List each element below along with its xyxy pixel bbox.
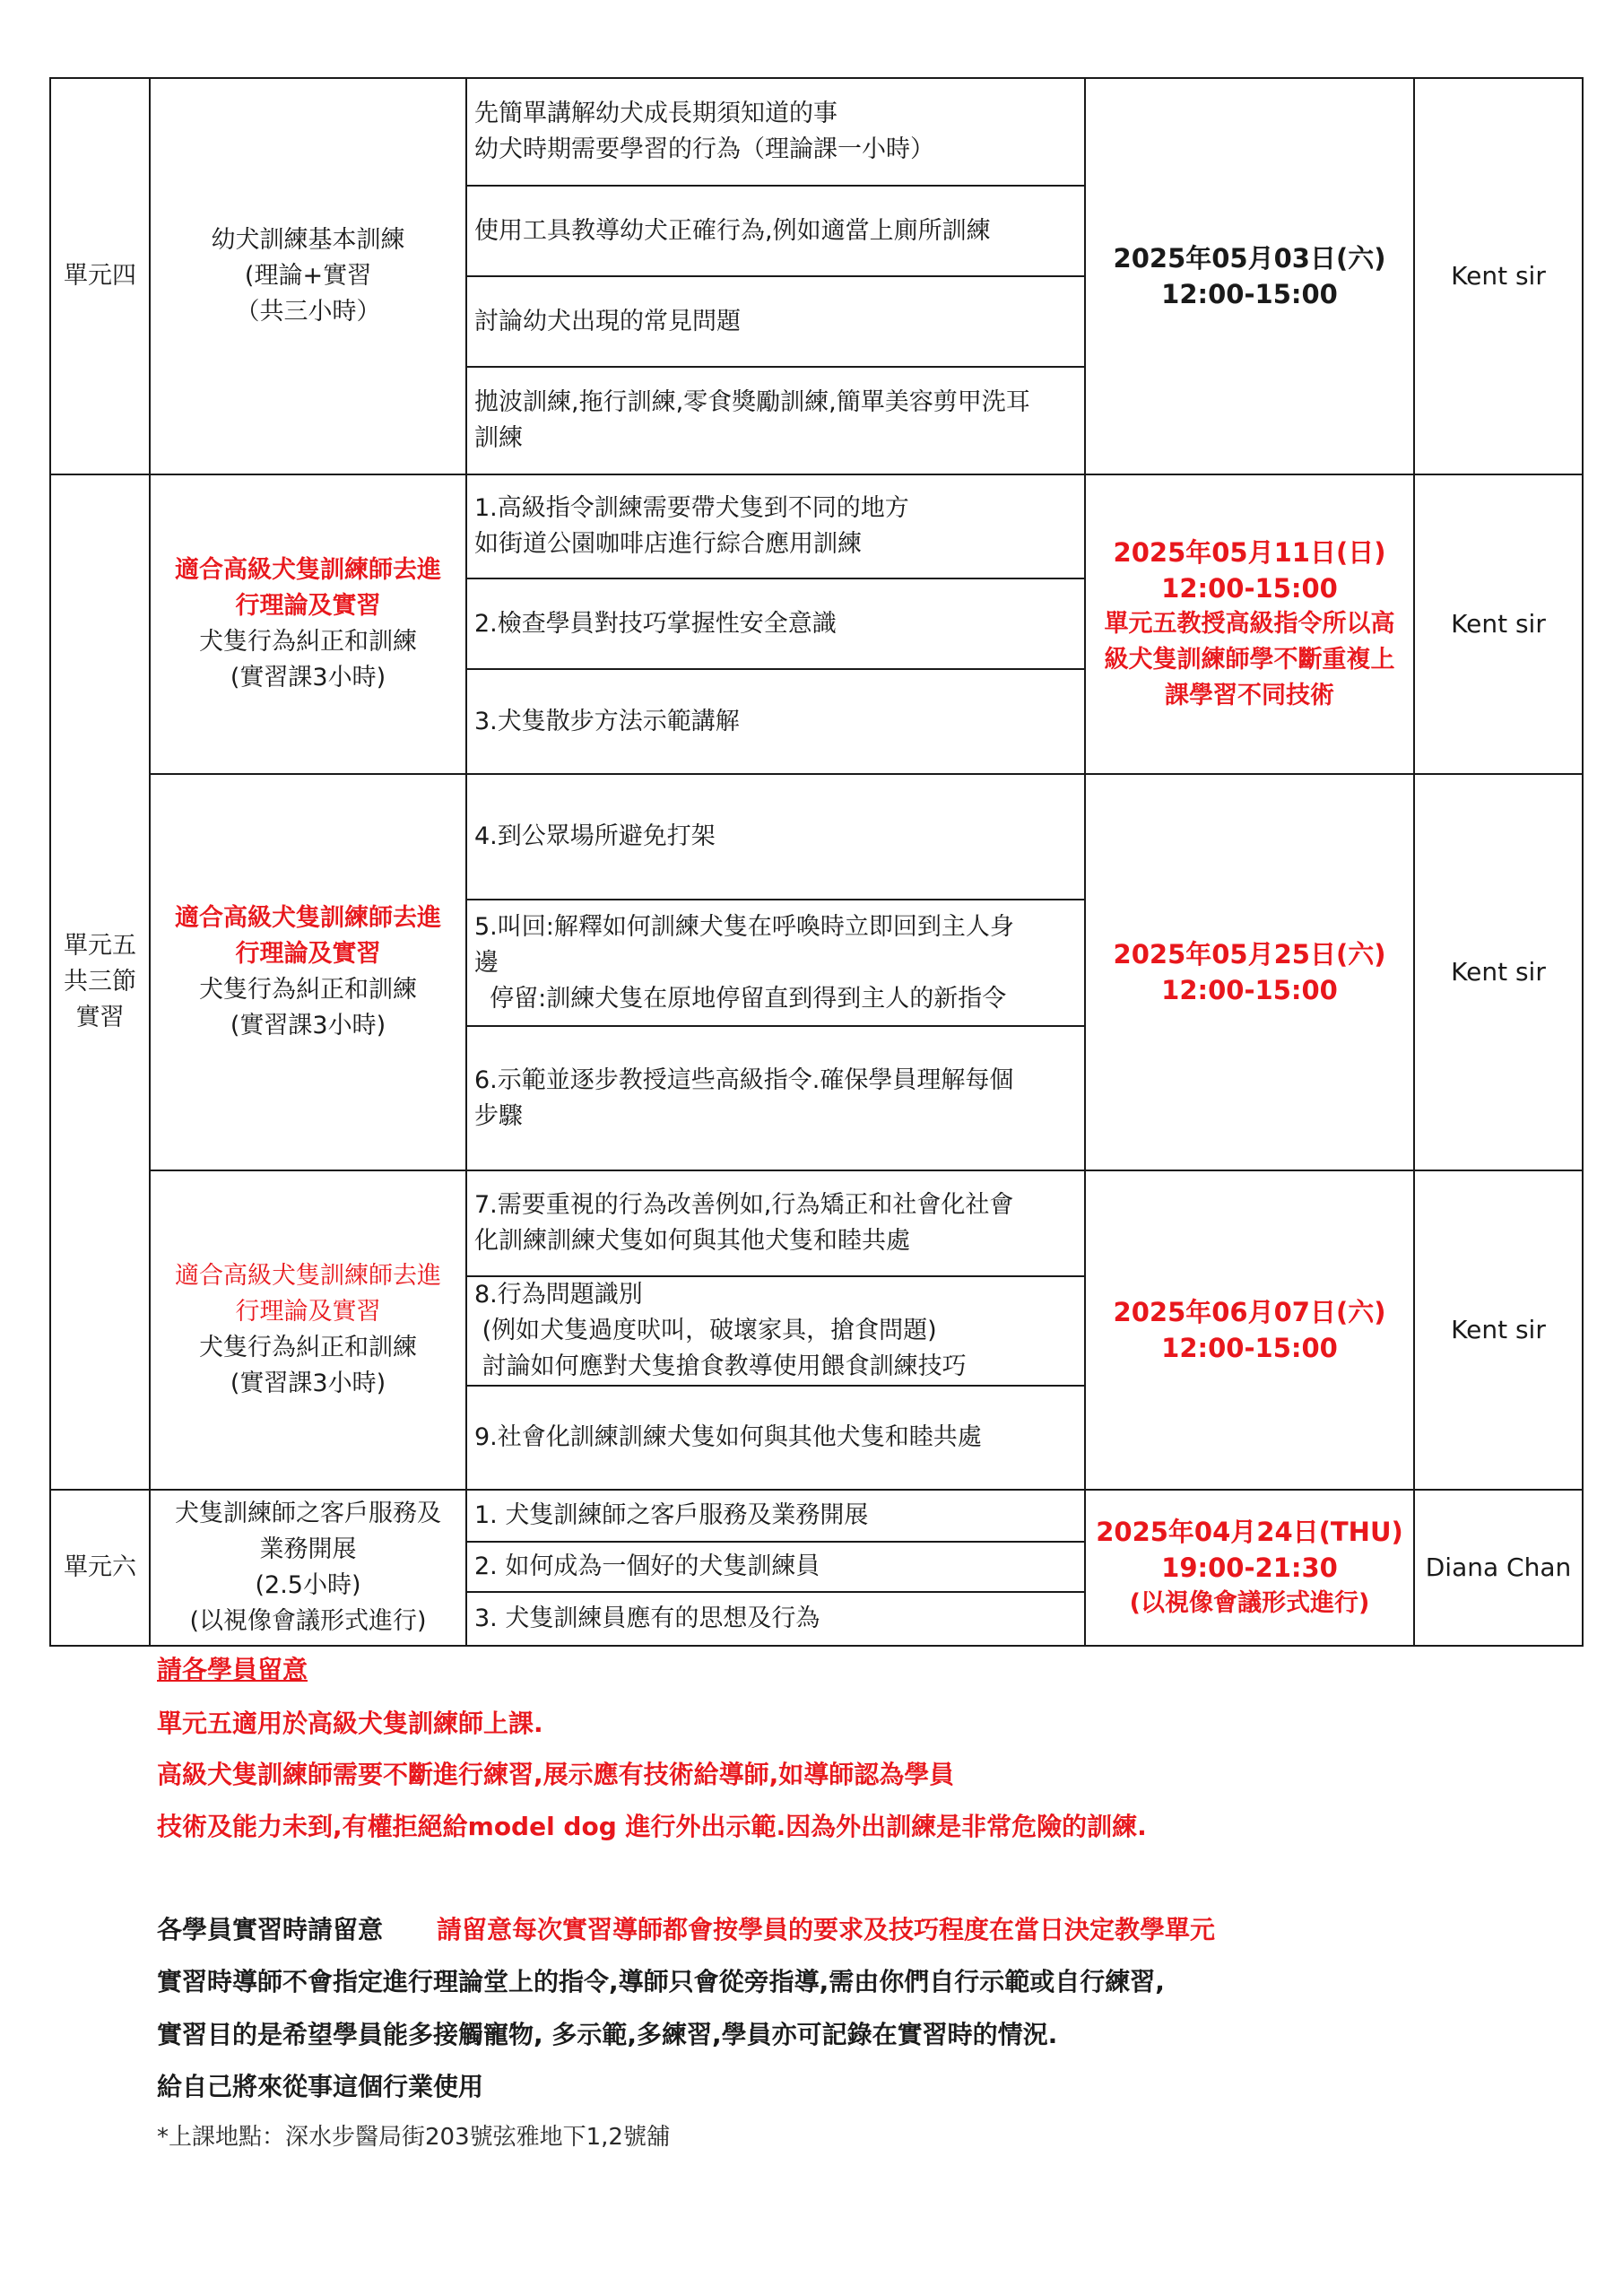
teacher-name: Kent sir [1414, 78, 1583, 474]
teacher-name: Kent sir [1414, 774, 1583, 1170]
teacher-name: Diana Chan [1414, 1490, 1583, 1646]
practice-heading: 各學員實習時請留意 請留意每次實習導師都會按學員的要求及技巧程度在當日決定教學單元 [157, 1915, 1216, 1944]
lesson-item: 3.犬隻散步方法示範講解 [466, 669, 1085, 774]
lesson-item: 7.需要重視的行為改善例如,行為矯正和社會化社會 化訓練訓練犬隻如何與其他犬隻和睦共處 [466, 1170, 1085, 1276]
lesson-item: 拋波訓練,拖行訓練,零食獎勵訓練,簡單美容剪甲洗耳 訓練 [466, 367, 1085, 474]
lesson-item: 1.高級指令訓練需要帶犬隻到不同的地方 如街道公園咖啡店進行綜合應用訓練 [466, 474, 1085, 578]
lesson-item: 6.示範並逐步教授這些高級指令.確保學員理解每個 步驟 [466, 1026, 1085, 1170]
lesson-date: 2025年04月24日(THU) 19:00-21:30 (以視像會議形式進行) [1085, 1490, 1414, 1646]
lesson-date: 2025年05月03日(六) 12:00-15:00 [1085, 78, 1414, 474]
lesson-item: 使用工具教導幼犬正確行為,例如適當上廁所訓練 [466, 186, 1085, 276]
unit5-s3-row [50, 1170, 1583, 1276]
practice-line: 給自己將來從事這個行業使用 [157, 2072, 484, 2101]
notes-heading: 請各學員留意 [157, 1655, 308, 1684]
location-text: *上課地點：深水步醫局街203號弦雅地下1,2號舖 [157, 2124, 670, 2151]
lesson-item: 討論幼犬出現的常見問題 [466, 276, 1085, 367]
practice-line: 實習時導師不會指定進行理論堂上的指令,導師只會從旁指導,需由你們自行示範或自行練習, [157, 1967, 1165, 1996]
unit-label: 單元五 共三節 實習 [50, 474, 150, 1490]
unit5-s2-row [50, 774, 1583, 900]
notes-line: 技術及能力未到,有權拒絕給model dog 進行外出示範.因為外出訓練是非常危險的訓練. [157, 1812, 1147, 1841]
lesson-item: 4.到公眾場所避免打架 [466, 774, 1085, 900]
lesson-date: 2025年05月25日(六) 12:00-15:00 [1085, 774, 1414, 1170]
lesson-item: 9.社會化訓練訓練犬隻如何與其他犬隻和睦共處 [466, 1386, 1085, 1490]
unit5-s1-row [50, 474, 1583, 578]
unit6-row [50, 1490, 1583, 1542]
teacher-name: Kent sir [1414, 1170, 1583, 1490]
unit-title: 犬隻訓練師之客戶服務及 業務開展 (2.5小時) (以視像會議形式進行) [150, 1490, 466, 1646]
notes-line: 高級犬隻訓練師需要不斷進行練習,展示應有技術給導師,如導師認為學員 [157, 1760, 955, 1789]
unit4-row [50, 78, 1583, 186]
unit-title: 適合高級犬隻訓練師去進 行理論及實習 犬隻行為糾正和訓練 (實習課3小時) [150, 1170, 466, 1490]
unit-title: 幼犬訓練基本訓練 (理論+實習 （共三小時） [150, 78, 466, 474]
lesson-item: 1. 犬隻訓練師之客戶服務及業務開展 [466, 1490, 1085, 1542]
lesson-item: 2.檢查學員對技巧掌握性安全意識 [466, 578, 1085, 669]
lesson-item: 5.叫回:解釋如何訓練犬隻在呼喚時立即回到主人身 邊 停留:訓練犬隻在原地停留直到得到主人的新指令 [466, 900, 1085, 1026]
notes-line: 單元五適用於高級犬隻訓練師上課. [157, 1709, 543, 1738]
lesson-item: 先簡單講解幼犬成長期須知道的事 幼犬時期需要學習的行為（理論課一小時） [466, 78, 1085, 186]
unit-title: 適合高級犬隻訓練師去進 行理論及實習 犬隻行為糾正和訓練 (實習課3小時) [150, 474, 466, 774]
unit-label: 單元四 [50, 78, 150, 474]
unit-title: 適合高級犬隻訓練師去進 行理論及實習 犬隻行為糾正和訓練 (實習課3小時) [150, 774, 466, 1170]
lesson-item: 3. 犬隻訓練員應有的思想及行為 [466, 1592, 1085, 1646]
lesson-date: 2025年06月07日(六) 12:00-15:00 [1085, 1170, 1414, 1490]
schedule-table [49, 77, 1584, 1647]
teacher-name: Kent sir [1414, 474, 1583, 774]
lesson-item: 8.行為問題識別 (例如犬隻過度吠叫，破壞家具，搶食問題) 討論如何應對犬隻搶食教導使用餵食訓練技巧 [466, 1276, 1085, 1386]
unit-label: 單元六 [50, 1490, 150, 1646]
lesson-date: 2025年05月11日(日) 12:00-15:00 單元五教授高級指令所以高 級犬隻訓練師學不斷重複上 課學習不同技術 [1085, 474, 1414, 774]
practice-line: 實習目的是希望學員能多接觸寵物, 多示範,多練習,學員亦可記錄在實習時的情況. [157, 2020, 1058, 2049]
lesson-item: 2. 如何成為一個好的犬隻訓練員 [466, 1542, 1085, 1592]
